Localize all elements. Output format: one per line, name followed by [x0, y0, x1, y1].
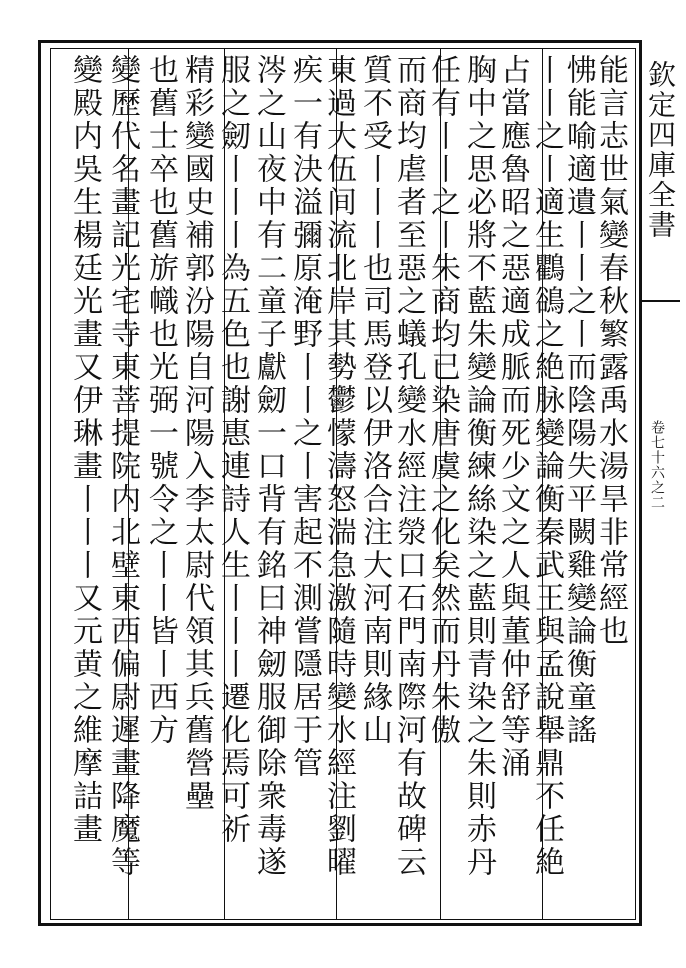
- text-column-10: 疾一有決溢彌原淹野丨丨之丨害起不測嘗隱居于管: [287, 54, 322, 780]
- text-column-9: 東過大伍间流北岸其勢鬱懞濤怒湍急激隨時變水經注劉曜: [321, 54, 356, 879]
- margin-divider: [640, 300, 680, 302]
- text-column-4: 占當應魯昭之惡適成脈而死少文之人與董仲舒等涌: [495, 54, 530, 780]
- text-column-12: 服之劒丨丨丨為五色也謝惠連詩人生丨丨丨遷化焉可祈: [215, 54, 250, 846]
- text-column-13: 精彩變國史補郭汾陽自河陽入李太尉代領其兵舊營壘: [179, 54, 214, 813]
- text-column-5: 胸中之思必將不藍朱變論衡練絲染之藍則青染之朱則赤丹: [461, 54, 496, 879]
- text-column-15: 變歷代名畫記光宅寺東菩提院内北壁東西偏尉遲畫降魔等: [105, 54, 140, 879]
- text-column-7: 而商均虐者至惡之蟻孔變水經注滎口石門南際河有故碑云: [391, 54, 426, 879]
- text-column-8: 質不受丨丨丨也司馬登以伊洛合注大河南則緣山: [357, 54, 392, 747]
- text-column-11: 涔之山夜中有二童子獻劒一口背有銘曰神劒服御除衆毒遂: [251, 54, 286, 879]
- text-column-1: 能言志世氣變春秋繁露禹水湯旱非常經也: [593, 54, 628, 648]
- text-column-16: 變殿内吳生楊廷光畫又伊琳畫丨丨丨又元黄之維摩詰畫: [67, 54, 102, 846]
- text-column-2: 怫能喻適遺丨丨之丨而陰陽失平闕雞變論衡童謠: [561, 54, 596, 747]
- text-column-6: 任有丨丨之丨朱商均已染唐虞之化矣然而丹朱傲: [425, 54, 460, 747]
- text-column-14: 也舊士卒也舊旂幟也光弼一號令之丨丨皆丨西方: [143, 54, 178, 747]
- volume-label: 卷七十六之二: [649, 420, 665, 510]
- text-column-3: 丨丨之丨適生鸜鵒之絶脉變論衡秦武王與孟說舉鼎不任絶: [529, 54, 564, 879]
- book-title: 欽定四庫全書: [644, 60, 677, 240]
